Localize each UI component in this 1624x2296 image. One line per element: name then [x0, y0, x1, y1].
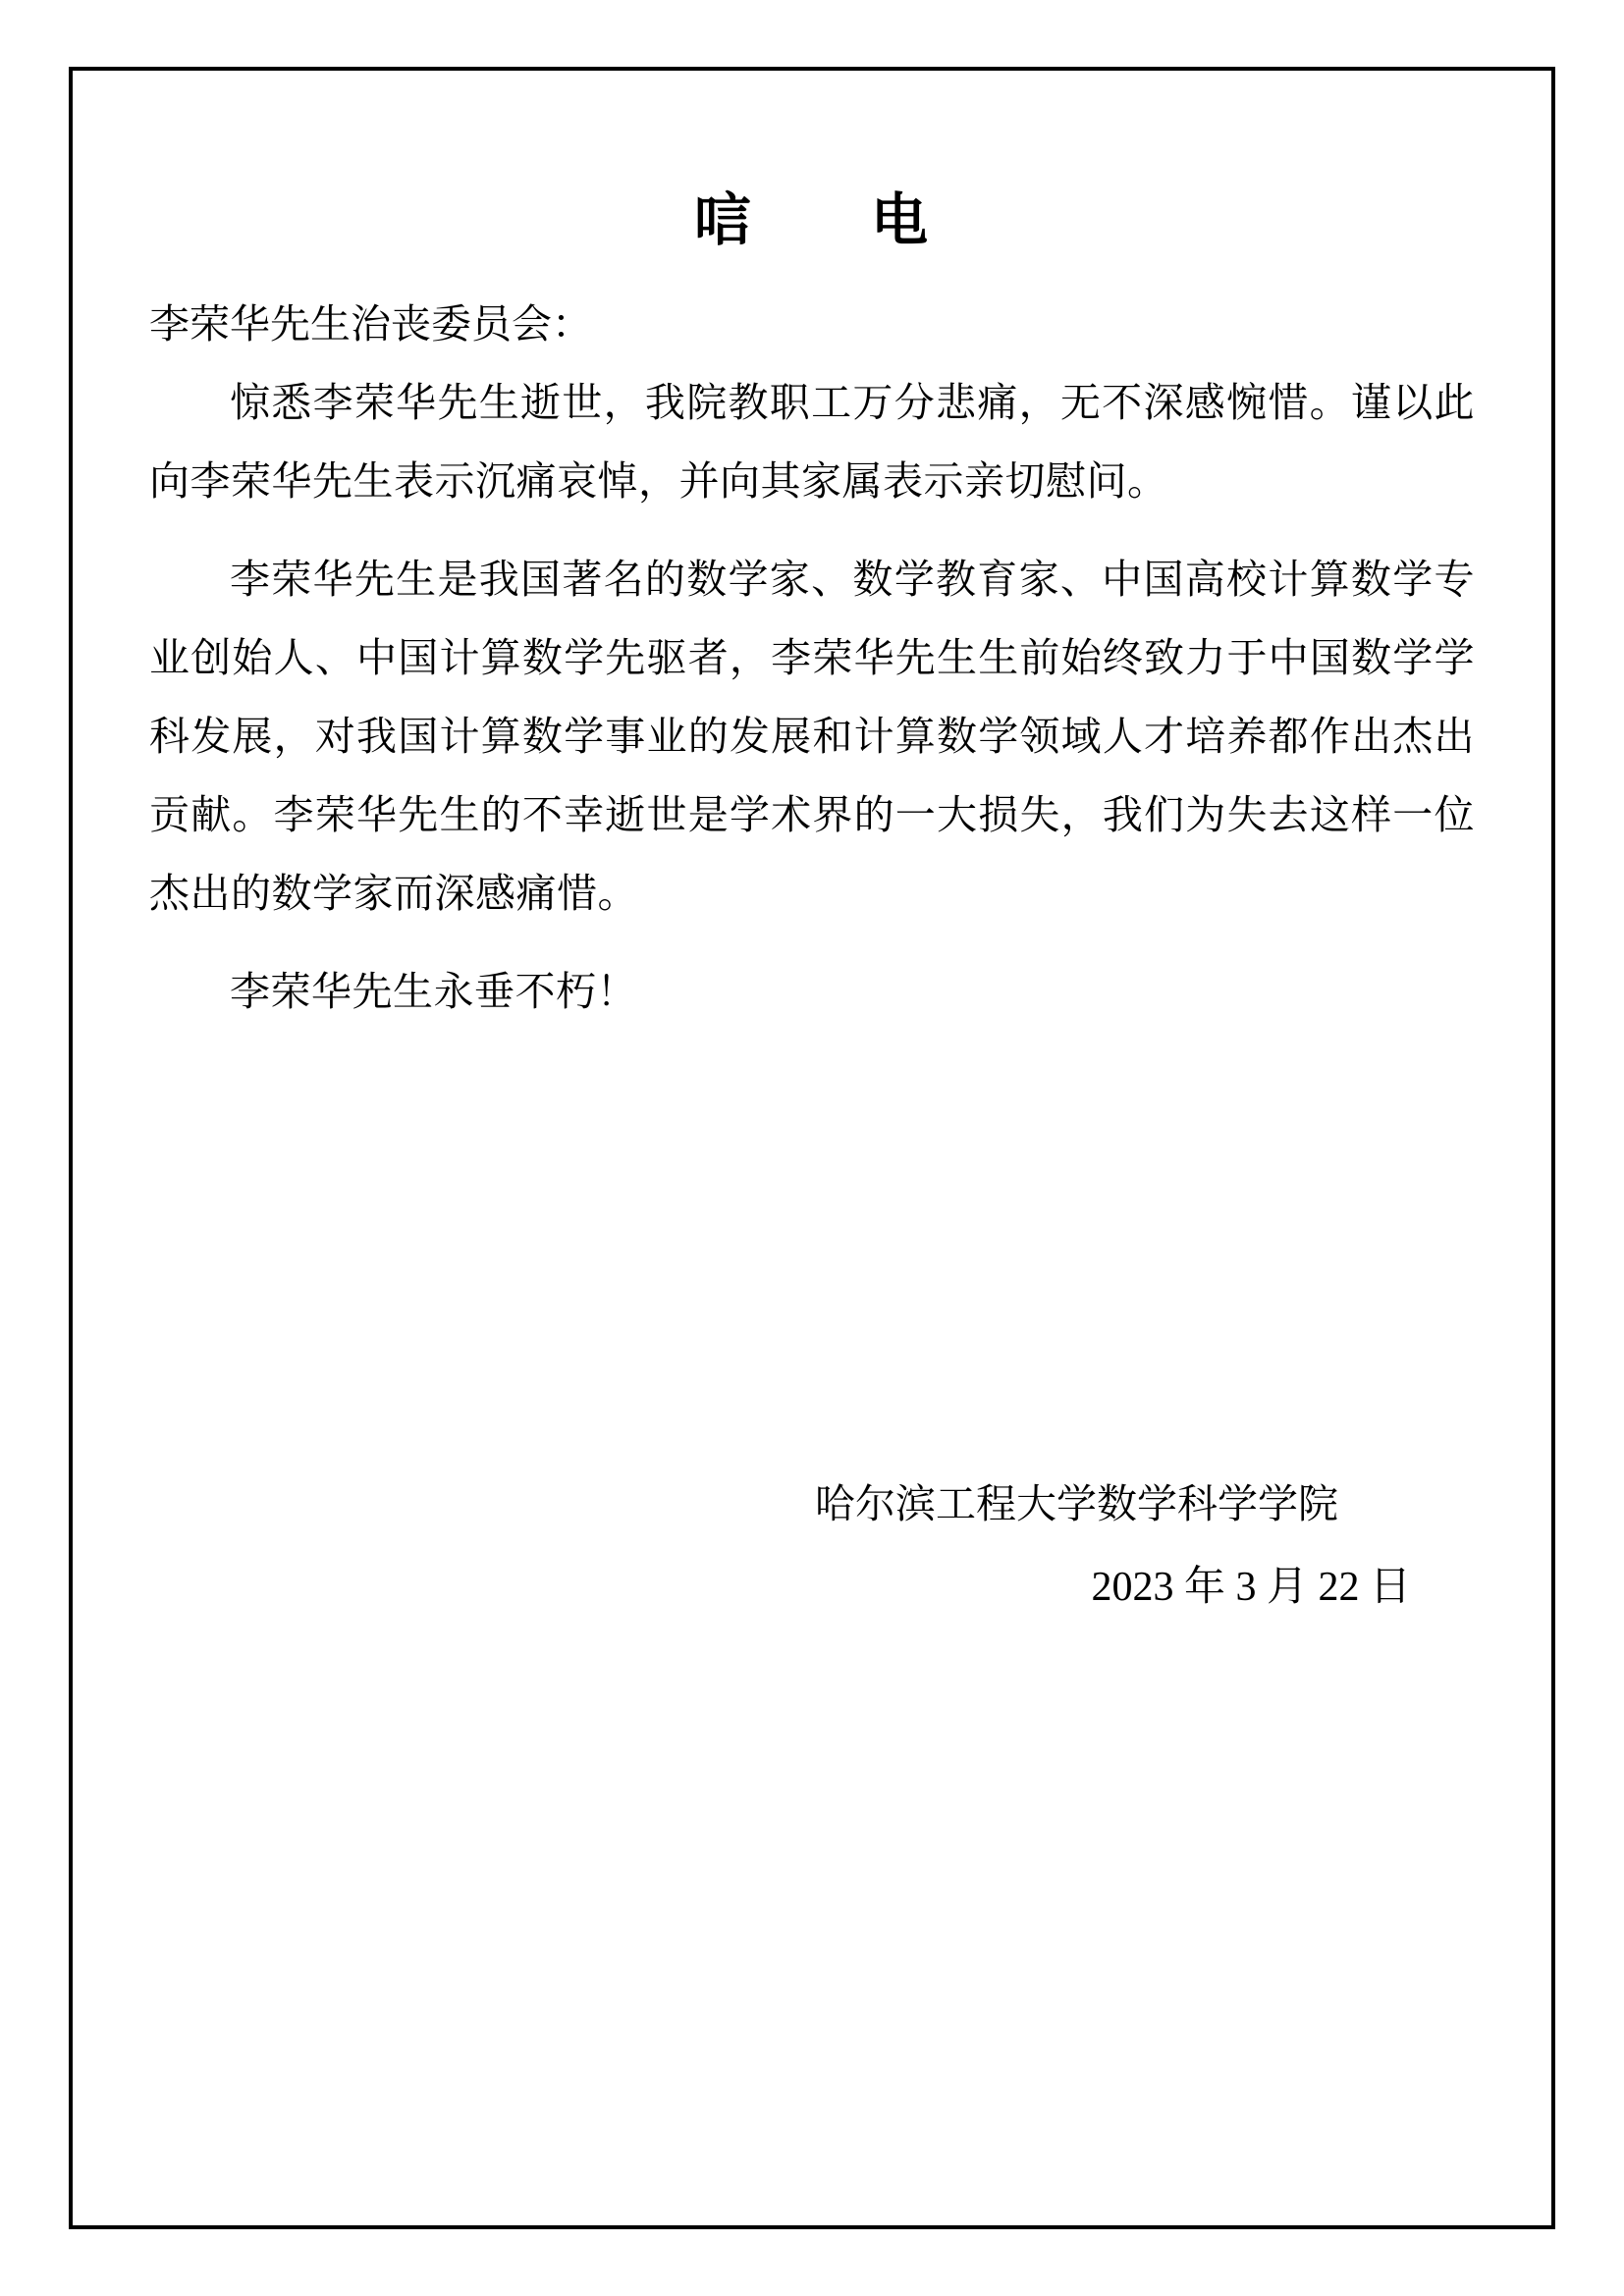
signature-line: 哈尔滨工程大学数学科学学院 — [815, 1481, 1338, 1526]
body-paragraph-1: 惊悉李荣华先生逝世，我院教职工万分悲痛，无不深感惋惜。谨以此向李荣华先生表示沉痛哀悼，并向其家属表示亲切慰问。 — [149, 380, 1475, 504]
document-title: 唁 电 — [693, 188, 930, 252]
body-paragraph-3: 李荣华先生永垂不朽！ — [230, 969, 637, 1014]
salutation-line: 李荣华先生治丧委员会： — [149, 301, 592, 347]
page-border — [69, 67, 1555, 2229]
document-content — [73, 187, 1551, 1629]
signature-block — [149, 1463, 1475, 1629]
date-line: 2023 年 3 月 22 日 — [1091, 1565, 1411, 1610]
body-paragraph-2: 李荣华先生是我国著名的数学家、数学教育家、中国高校计算数学专业创始人、中国计算数学先驱者，李荣华先生生前始终致力于中国数学学科发展，对我国计算数学事业的发展和计算数学领域人才培养都作出杰出贡献。李荣华先生的不幸逝世是学术界的一大损失，我们为失去这样一位杰出的数学家而深感痛惜。 — [149, 557, 1475, 916]
